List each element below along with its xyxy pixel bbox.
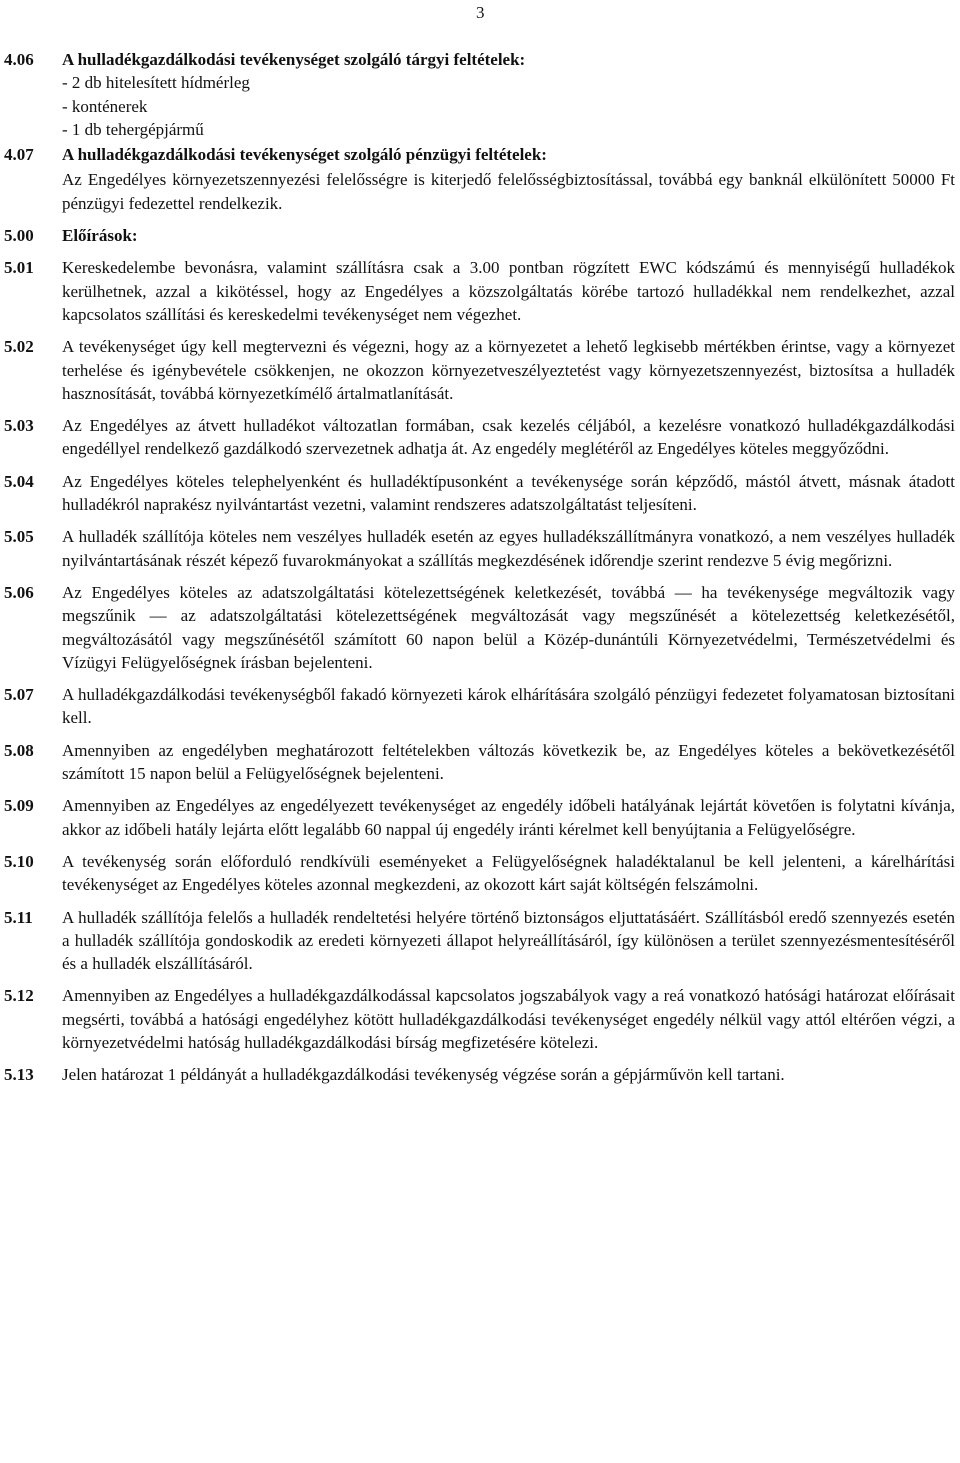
paragraph-number: 5.11: [4, 907, 33, 927]
list-item: - konténerek: [62, 96, 148, 116]
list-item: - 1 db tehergépjármű: [62, 119, 204, 139]
paragraph-5-13: [0, 1063, 960, 1086]
paragraph-5-05: [0, 525, 960, 572]
paragraph-5-06: [0, 581, 960, 674]
paragraph-text: Amennyiben az engedélyben meghatározott feltételekben változás következik be, az Engedélyes köteles a bekövetkezésétől számított 15 napon belül a Felügyelőségnek bejelenteni.: [62, 740, 955, 784]
paragraph-5-02: [0, 335, 960, 405]
paragraph-5-07: [0, 683, 960, 730]
paragraph-text: Jelen határozat 1 példányát a hulladékgazdálkodási tevékenység végzése során a gépjárművön kell tartani.: [62, 1065, 785, 1085]
paragraph-number: 5.05: [4, 527, 34, 547]
paragraph-5-08: [0, 739, 960, 786]
section-4-07: [0, 143, 960, 166]
paragraph-5-12: [0, 984, 960, 1054]
paragraph-number: 5.02: [4, 337, 34, 357]
paragraph-text: Az Engedélyes köteles telephelyenként és hulladéktípusonként a tevékenysége során képződő, mástól átvett, másnak átadott hulladékról naprakész nyilvántartást vezetni, valamint rendszeres adatszolgáltatást teljesíteni.: [62, 471, 955, 515]
paragraph-text: Amennyiben az Engedélyes az engedélyezett tevékenységet az engedély időbeli hatályának lejártát követően is folytatni kívánja, akkor az időbeli hatály lejárta előtt legalább 60 nappal új engedély iránti kérelmet kell benyújtania a Felügyelőségre.: [62, 796, 955, 839]
paragraph-number: 5.09: [4, 796, 34, 816]
paragraph-number: 5.12: [4, 986, 34, 1006]
section-title: A hulladékgazdálkodási tevékenységet szolgáló pénzügyi feltételek:: [62, 145, 547, 165]
section-4-06: [0, 48, 960, 141]
paragraph-text: A hulladékgazdálkodási tevékenységből fakadó környezeti károk elhárítására szolgáló pénzügyi fedezetet folyamatosan biztosítani kell.: [62, 685, 955, 728]
section-number: 4.06: [4, 50, 34, 69]
document-body: [0, 48, 960, 1096]
section-number: 5.00: [4, 226, 34, 246]
paragraph-5-10: [0, 850, 960, 897]
paragraph-number: 5.10: [4, 851, 34, 871]
paragraph-text: A hulladék szállítója felelős a hulladék rendeltetési helyére történő biztonságos eljuttatásáért. Szállításból eredő szennyezés esetén a hulladék szállítója gondoskodik az eredeti környezeti állapot helyreállításáról, így különösen a terület szennyezésmentesítéséről és a hulladék elszállításáról.: [62, 907, 955, 974]
paragraph-text: A tevékenység során előforduló rendkívüli eseményeket a Felügyelőségnek haladéktalanul be kell jelenteni, a kárelhárítási tevékenységet az Engedélyes köteles azonnal megkezdeni, az okozott kárt saját költségén felszámolni.: [62, 851, 955, 895]
section-4-07-text: Az Engedélyes környezetszennyezési felelősségre is kiterjedő felelősségbiztosítással, továbbá egy banknál elkülönített 50000 Ft pénzügyi fedezettel rendelkezik.: [62, 170, 955, 213]
section-title: Előírások:: [62, 226, 138, 246]
paragraph-number: 5.04: [4, 471, 34, 491]
paragraph-text: A tevékenységet úgy kell megtervezni és végezni, hogy az a környezetet a lehető legkisebb mértékben érintse, vagy a környezet terhelése és igénybevétele csökkenjen, ne okozzon környezetveszélyeztetést vagy környezetszennyezést, biztosítsa a hulladék hasznosítását, továbbá környezetkímélő ártalmatlanítását.: [62, 337, 955, 403]
paragraph-number: 5.13: [4, 1065, 34, 1085]
paragraph-5-09: [0, 794, 960, 841]
section-title: A hulladékgazdálkodási tevékenységet szolgáló tárgyi feltételek:: [62, 50, 526, 69]
paragraph-number: 5.07: [4, 685, 34, 705]
section-5-00: [0, 224, 960, 247]
paragraph-text: Az Engedélyes köteles az adatszolgáltatási kötelezettségének keletkezését, továbbá ― ha tevékenysége megváltozik vagy megszűnik ― az adatszolgáltatási kötelezettségének megváltozását vagy megszűnését a kötelezettség keletkezésétől, megváltozásától vagy megszűnésétől számított 60 napon belül a Közép-dunántúli Környezetvédelmi, Természetvédelmi és Vízügyi Felügyelőségnek írásban bejelenteni.: [62, 582, 955, 672]
list-item: - 2 db hitelesített hídmérleg: [62, 73, 250, 93]
paragraph-number: 5.03: [4, 416, 34, 436]
paragraph-number: 5.06: [4, 582, 34, 602]
section-number: 4.07: [4, 145, 34, 165]
paragraph-5-04: [0, 470, 960, 517]
paragraph-5-01: [0, 256, 960, 326]
paragraph-5-11: [0, 906, 960, 976]
paragraph-text: Kereskedelembe bevonásra, valamint szállításra csak a 3.00 pontban rögzített EWC kódszámú és mennyiségű hulladékok kerülhetnek, azzal a kikötéssel, hogy az Engedélyes a közszolgáltatás körébe tartozó hulladékkal nem rendelkezhet, azzal kapcsolatos szállítási és kereskedelmi tevékenységet nem végezhet.: [62, 258, 955, 324]
paragraph-number: 5.01: [4, 258, 34, 278]
paragraph-text: A hulladék szállítója köteles nem veszélyes hulladék esetén az egyes hulladékszállítmányra vonatkozó, a nem veszélyes hulladék nyilvántartásának részét képező fuvarokmányokat a szállítás megkezdésének időrendje szerint rendezve 5 évig megőrizni.: [62, 527, 955, 570]
paragraph-number: 5.08: [4, 740, 34, 760]
paragraph-5-03: [0, 414, 960, 461]
page-number: 3: [476, 3, 485, 22]
paragraph-text: Amennyiben az Engedélyes a hulladékgazdálkodással kapcsolatos jogszabályok vagy a reá vonatkozó hatósági határozat előírásait megsérti, továbbá a hatósági engedélyhez kötött hulladékgazdálkodási tevékenységet engedély nélkül vagy attól eltérően végzi, a környezetvédelmi hatóság hulladékgazdálkodási bírság megfizetésére kötelezi.: [62, 986, 955, 1052]
paragraph-text: Az Engedélyes az átvett hulladékot változatlan formában, csak kezelés céljából, a kezelésre vonatkozó hulladékgazdálkodási engedéllyel rendelkező gazdálkodó szervezetnek adhatja át. Az engedély meglétéről az Engedélyes köteles meggyőződni.: [62, 416, 955, 459]
